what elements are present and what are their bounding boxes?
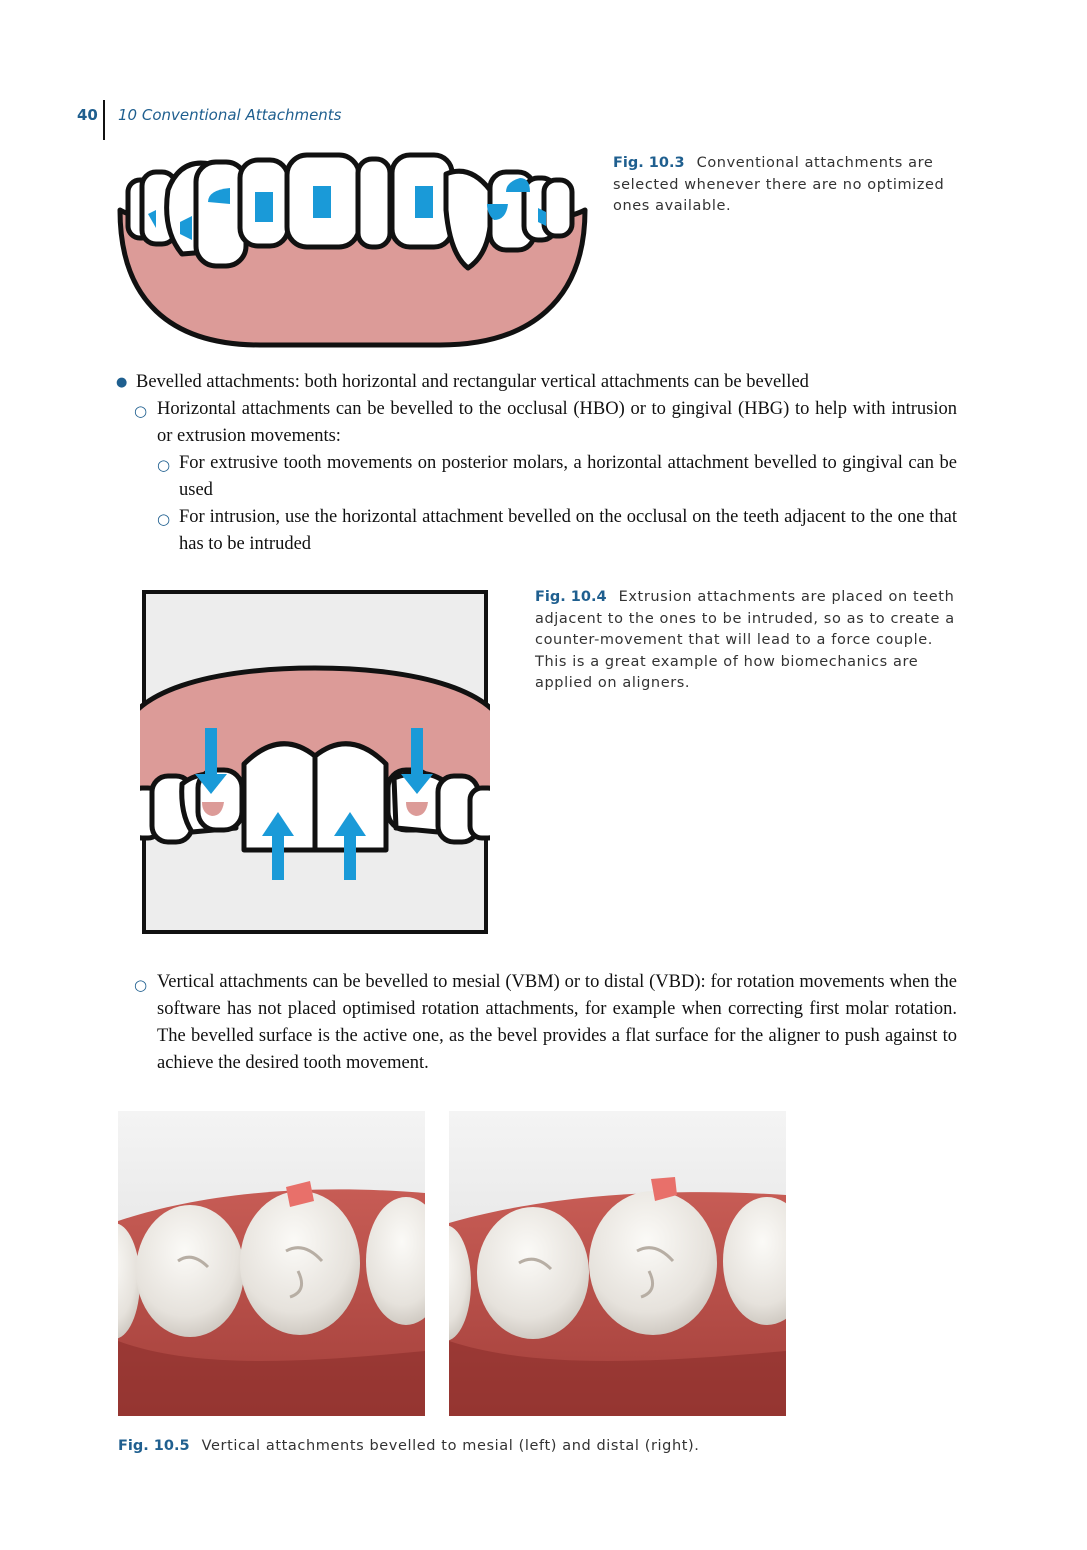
fig-10-3-illustration — [110, 150, 595, 350]
fig-10-5-distal-photo — [449, 1111, 786, 1416]
header-divider — [103, 100, 105, 140]
sub-bullet-icon: ○ — [134, 402, 148, 420]
fig-10-4-illustration — [140, 588, 490, 936]
fig-10-5-text: Vertical attachments bevelled to mesial (left) and distal (right). — [201, 1438, 700, 1454]
fig-10-4-text: Extrusion attachments are placed on teeth adjacent to the ones to be intruded, so as to create a counter-movement that will lead to a force couple. This is a great example of how biomechanics are applied on aligners. — [535, 589, 955, 691]
list-item-extrusive: For extrusive tooth movements on posterior molars, a horizontal attachment bevelled to gingival can be used — [179, 453, 957, 500]
fig-10-4-caption — [535, 587, 955, 695]
page-number: 40 — [77, 106, 98, 124]
fig-10-3-label: Fig. 10.3 — [613, 155, 685, 171]
bullet-icon: ● — [116, 375, 128, 390]
list-item-horizontal: Horizontal attachments can be bevelled to the occlusal (HBO) or to gingival (HBG) to help with intrusion or extrusion movements: — [157, 399, 957, 446]
fig-10-5-label: Fig. 10.5 — [118, 1438, 190, 1454]
list-item-bevelled: Bevelled attachments: both horizontal and rectangular vertical attachments can be bevelled — [136, 372, 809, 392]
fig-10-5-caption — [118, 1436, 818, 1458]
fig-10-3-caption — [613, 153, 953, 218]
fig-10-3-text: Conventional attachments are selected whenever there are no optimized ones available. — [613, 155, 945, 214]
sub-bullet-icon: ○ — [134, 976, 148, 994]
list-item-intrusion: For intrusion, use the horizontal attachment bevelled on the occlusal on the teeth adjacent to the one that has to be intruded — [179, 507, 957, 554]
chapter-title: 10 Conventional Attachments — [118, 106, 342, 124]
fig-10-4-label: Fig. 10.4 — [535, 589, 607, 605]
sub-bullet-icon: ○ — [157, 510, 171, 528]
fig-10-5-mesial-photo — [118, 1111, 425, 1416]
sub-bullet-icon: ○ — [157, 456, 171, 474]
list-item-vertical: Vertical attachments can be bevelled to mesial (VBM) or to distal (VBD): for rotation movements when the software has not placed optimised rotation attachments, for example when correcting first molar rotation. The bevelled surface is the active one, as the bevel provides a flat surface for the aligner to push against to achieve the desired tooth movement. — [157, 972, 957, 1073]
